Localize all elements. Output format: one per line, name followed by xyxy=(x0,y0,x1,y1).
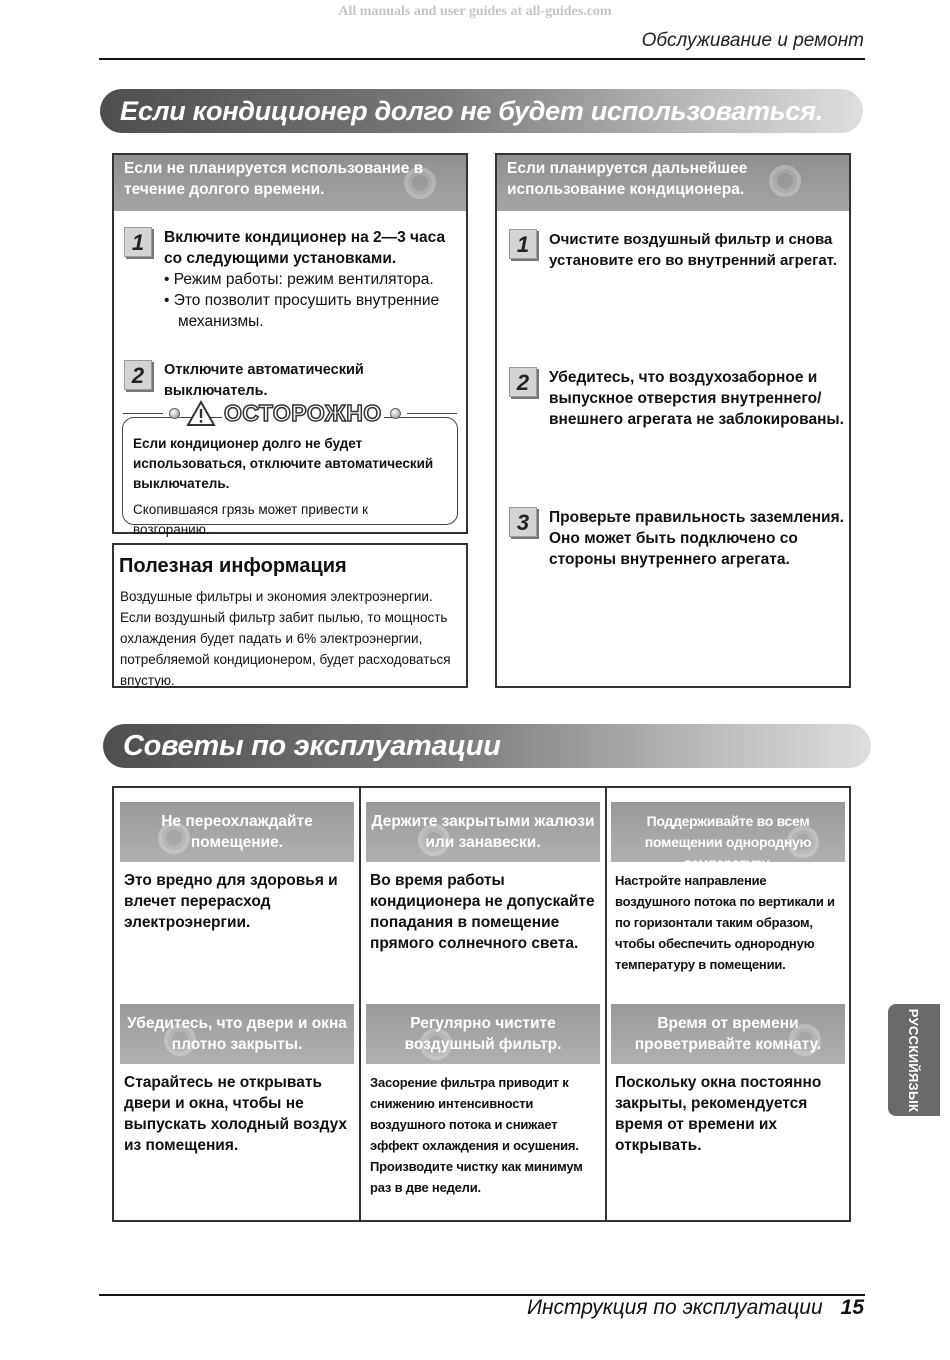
right-step-2-text: Убедитесь, что воздухозаборное и выпускное отверстия внутреннего/внешнего агрегата не заблокированы. xyxy=(549,369,844,428)
tip-body: Поскольку окна постоянно закрыты, рекомендуется время от времени их открывать. xyxy=(615,1074,822,1154)
tip-card xyxy=(366,1004,600,1198)
left-box-header xyxy=(114,155,466,211)
right-box-planned xyxy=(495,153,851,688)
step-number-badge: 1 xyxy=(124,227,152,257)
caution-dot-icon xyxy=(390,408,401,419)
caution-box xyxy=(122,400,458,537)
left-step-1-bullet: • Режим работы: режим вентилятора. xyxy=(164,271,434,288)
caution-dot-icon xyxy=(169,408,180,419)
grid-divider xyxy=(605,788,607,1220)
tip-body: Во время работы кондиционера не допускайте попадания в помещение прямого солнечного света. xyxy=(370,872,595,952)
tip-header xyxy=(611,802,845,871)
tip-card xyxy=(120,1004,354,1156)
tip-body: Старайтесь не открывать двери и окна, чтобы не выпускать холодный воздух из помещения. xyxy=(124,1074,348,1154)
footer-title: Инструкция по эксплуатации xyxy=(526,1296,823,1319)
tip-header-text: Не переохлаждайте помещение. xyxy=(161,813,313,851)
left-box-not-planned xyxy=(112,153,468,537)
warning-triangle-icon xyxy=(186,400,216,427)
tip-card xyxy=(611,1004,845,1156)
tip-header-text: Поддерживайте во всем помещении однородную температуру. xyxy=(644,813,812,871)
section-title-tips: Советы по эксплуатации xyxy=(103,724,871,768)
right-box-header-text: Если планируется дальнейшее использование кондиционера. xyxy=(507,160,748,198)
caution-bold-text: Если кондиционер долго не будет использоваться, отключите автоматический выключатель. xyxy=(133,436,434,491)
step-number-badge: 2 xyxy=(124,360,152,390)
top-rule xyxy=(99,58,865,60)
tip-header-text: Убедитесь, что двери и окна плотно закрыты. xyxy=(127,1015,347,1053)
page-number: 15 xyxy=(840,1296,864,1319)
tip-header-text: Время от времени проветривайте комнату. xyxy=(634,1015,822,1053)
left-box-header-text: Если не планируется использование в течение долгого времени. xyxy=(124,160,424,198)
useful-info-title: Полезная информация xyxy=(119,555,347,577)
right-step-3 xyxy=(509,507,845,570)
watermark: All manuals and user guides at all-guides.com xyxy=(338,4,612,19)
section-title-long-idle: Если кондиционер долго не будет использоваться. xyxy=(100,89,863,133)
page-footer xyxy=(527,1296,864,1320)
right-step-2 xyxy=(509,367,845,430)
caution-title xyxy=(123,400,457,427)
tip-body: Настройте направление воздушного потока по вертикали и по горизонтали таким образом, чтобы обеспечить однородную температуру в помещении. xyxy=(615,873,835,972)
tip-card xyxy=(366,802,600,954)
tip-header xyxy=(611,1004,845,1064)
left-step-2-title: Отключите автоматический выключатель. xyxy=(164,362,364,399)
tips-grid xyxy=(112,786,851,1222)
left-step-1-content xyxy=(164,227,464,332)
useful-info-text: Воздушные фильтры и экономия электроэнергии. Если воздушный фильтр забит пылью, то мощность охлаждения будет падать и 6% электроэнергии, потребляемой кондиционером, будет расходоваться впустую. xyxy=(120,589,451,688)
language-side-tab xyxy=(888,1004,940,1116)
tip-body: Засорение фильтра приводит к снижению интенсивности воздушного потока и снижает эффект охлаждения и осушения. Производите чистку как минимум раз в две недели. xyxy=(370,1075,583,1195)
caution-line xyxy=(123,413,163,415)
tip-header xyxy=(366,1004,600,1064)
language-side-tab-text: РУССКИЙЯЗЫК xyxy=(906,1008,922,1112)
caution-label: ОСТОРОЖНО xyxy=(224,400,382,426)
running-head: Обслуживание и ремонт xyxy=(641,30,864,51)
step-number-badge: 2 xyxy=(509,367,537,397)
tip-header xyxy=(366,802,600,862)
useful-info-box xyxy=(112,543,468,688)
left-step-2 xyxy=(124,360,464,402)
left-step-1-title: Включите кондиционер на 2—3 часа со следующими установками. xyxy=(164,229,446,267)
tip-header xyxy=(120,802,354,862)
tip-header-text: Регулярно чистите воздушный фильтр. xyxy=(404,1015,562,1053)
caution-text: Скопившаяся грязь может привести к возгоранию. xyxy=(133,502,369,537)
right-step-1-text: Очистите воздушный фильтр и снова установите его во внутренний агрегат. xyxy=(549,231,837,269)
tip-body: Это вредно для здоровья и влечет перерасход электроэнергии. xyxy=(124,872,338,931)
tip-card xyxy=(611,802,845,975)
tip-header-text: Держите закрытыми жалюзи или занавески. xyxy=(371,813,595,851)
right-step-3-text: Проверьте правильность заземления. Оно может быть подключено со стороны внутреннего агрегата. xyxy=(549,509,844,568)
step-number-badge: 1 xyxy=(509,229,537,259)
grid-divider xyxy=(359,788,361,1220)
swirl-icon xyxy=(769,165,801,197)
right-step-1 xyxy=(509,229,845,271)
right-box-header xyxy=(497,155,849,211)
tip-card xyxy=(120,802,354,933)
step-number-badge: 3 xyxy=(509,507,537,537)
left-step-1 xyxy=(124,227,464,332)
caution-line xyxy=(407,413,457,415)
left-step-1-bullet: • Это позволит просушить внутренние механизмы. xyxy=(164,292,440,330)
tip-header xyxy=(120,1004,354,1064)
